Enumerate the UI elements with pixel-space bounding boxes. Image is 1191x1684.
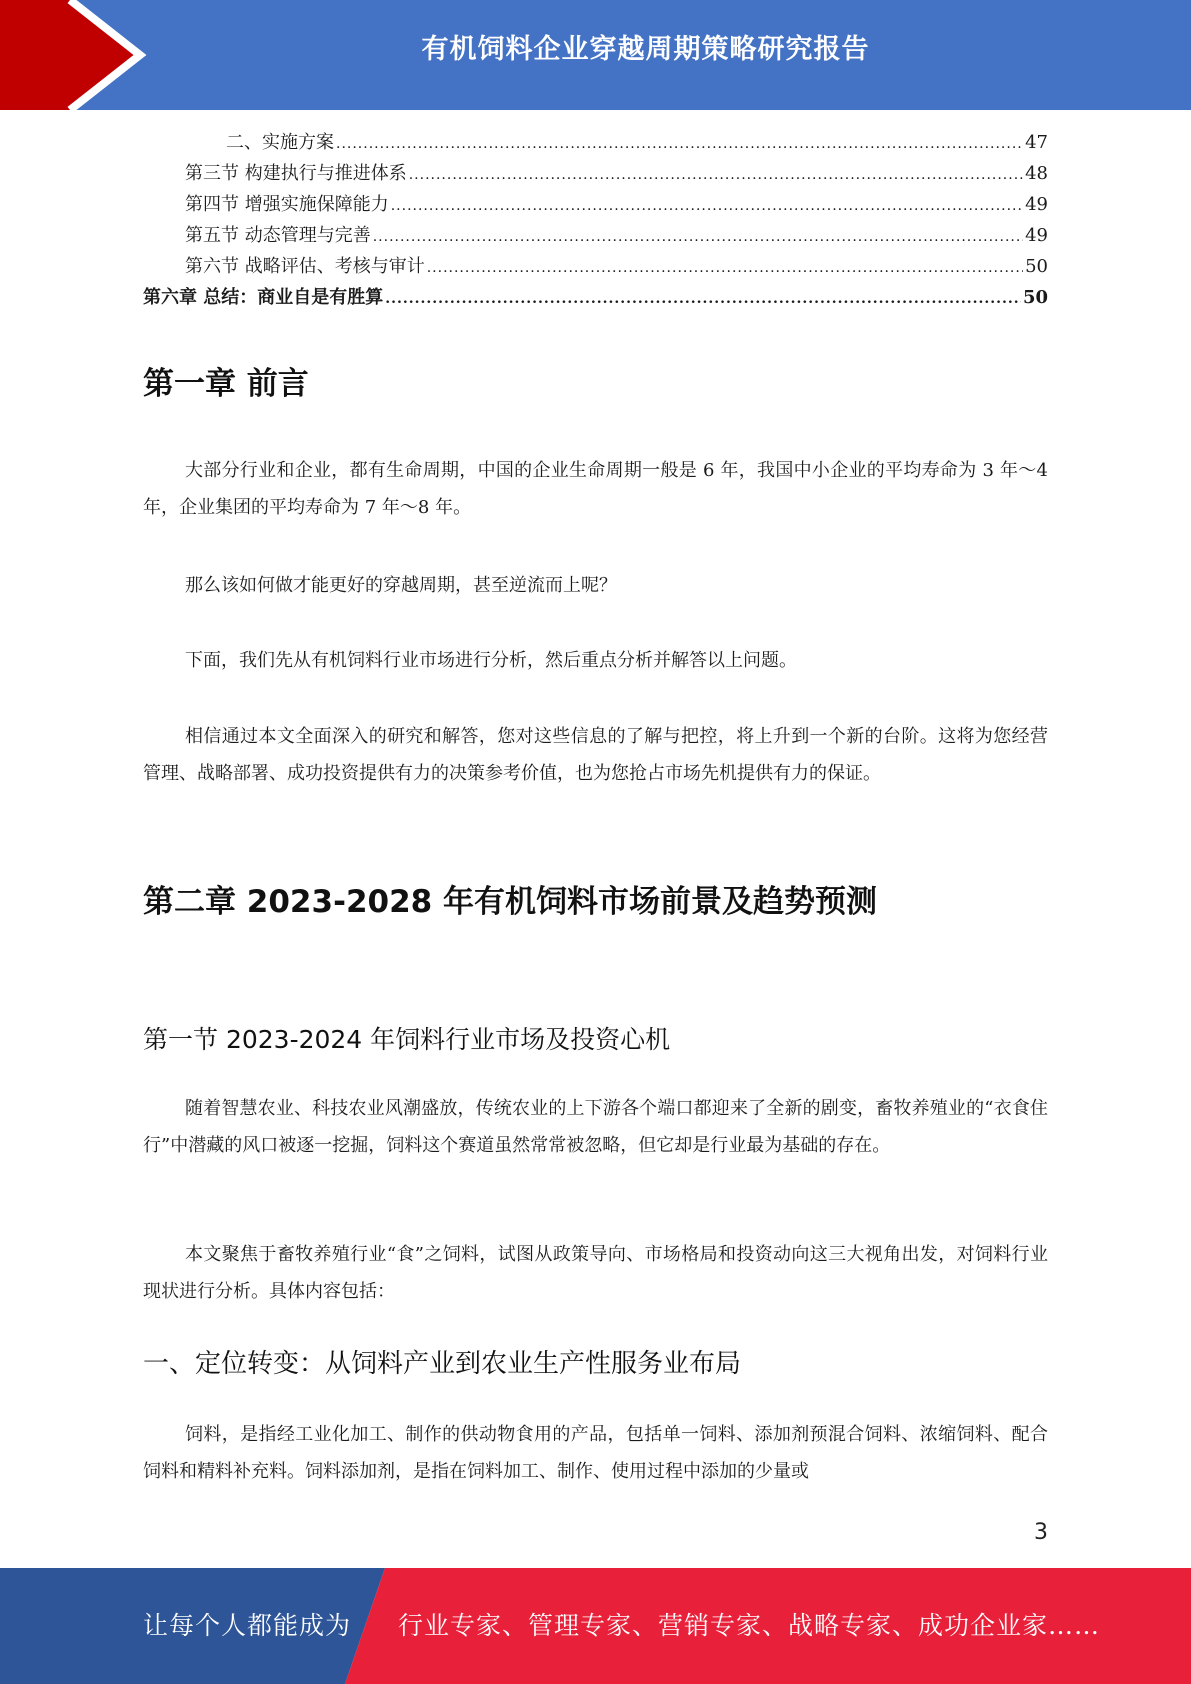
toc-entry[interactable] bbox=[143, 190, 1048, 221]
toc-leader-dots bbox=[409, 167, 1023, 183]
body-paragraph: 大部分行业和企业，都有生命周期，中国的企业生命周期一般是 6 年，我国中小企业的平均寿命为 3 年～4 年，企业集团的平均寿命为 7 年～8 年。 bbox=[143, 460, 1048, 518]
toc-entry[interactable] bbox=[143, 252, 1048, 283]
page-number: 3 bbox=[1034, 1520, 1048, 1545]
body-paragraph: 那么该如何做才能更好的穿越周期，甚至逆流而上呢？ bbox=[185, 575, 617, 596]
footer-slogan-right: 行业专家、管理专家、营销专家、战略专家、成功企业家…… bbox=[398, 1611, 1101, 1640]
header-arrow-decoration bbox=[0, 0, 160, 110]
table-of-contents bbox=[143, 128, 1048, 314]
toc-leader-dots bbox=[391, 198, 1023, 214]
toc-entry-label: 第三节 构建执行与推进体系 bbox=[185, 163, 407, 184]
body-paragraph: 下面，我们先从有机饲料行业市场进行分析，然后重点分析并解答以上问题。 bbox=[185, 650, 797, 671]
report-title: 有机饲料企业穿越周期策略研究报告 bbox=[421, 34, 870, 65]
chapter-heading: 第二章 2023-2028 年有机饲料市场前景及趋势预测 bbox=[143, 884, 878, 920]
toc-leader-dots bbox=[385, 291, 1021, 307]
toc-leader-dots bbox=[373, 229, 1023, 245]
toc-entry-label: 第五节 动态管理与完善 bbox=[185, 225, 371, 246]
toc-entry-label: 第六节 战略评估、考核与审计 bbox=[185, 256, 425, 277]
toc-entry[interactable] bbox=[143, 221, 1048, 252]
body-paragraph: 相信通过本文全面深入的研究和解答，您对这些信息的了解与把控，将上升到一个新的台阶。这将为您经营管理、战略部署、成功投资提供有力的决策参考价值，也为您抢占市场先机提供有力的保证。 bbox=[143, 726, 1048, 784]
toc-entry-page: 48 bbox=[1025, 163, 1048, 184]
body-paragraph: 饲料，是指经工业化加工、制作的供动物食用的产品，包括单一饲料、添加剂预混合饲料、浓缩饲料、配合饲料和精料补充料。饲料添加剂，是指在饲料加工、制作、使用过程中添加的少量或 bbox=[143, 1424, 1048, 1482]
toc-entry-page: 50 bbox=[1025, 256, 1048, 277]
footer-slogan-left: 让每个人都能成为 bbox=[143, 1611, 352, 1640]
body-paragraph: 本文聚焦于畜牧养殖行业“食”之饲料，试图从政策导向、市场格局和投资动向这三大视角出发，对饲料行业现状进行分析。具体内容包括： bbox=[143, 1244, 1048, 1302]
subsection-heading: 一、定位转变：从饲料产业到农业生产性服务业布局 bbox=[143, 1349, 742, 1379]
chapter-heading: 第一章 前言 bbox=[143, 366, 309, 402]
body-paragraph: 随着智慧农业、科技农业风潮盛放，传统农业的上下游各个端口都迎来了全新的剧变，畜牧养殖业的“衣食住行”中潜藏的风口被逐一挖掘，饲料这个赛道虽然常常被忽略，但它却是行业最为基础的存在。 bbox=[143, 1098, 1048, 1156]
page-footer bbox=[0, 1568, 1191, 1684]
toc-entry-label: 第六章 总结：商业自是有胜算 bbox=[143, 287, 384, 308]
toc-entry-label: 第四节 增强实施保障能力 bbox=[185, 194, 389, 215]
page-header bbox=[0, 0, 1191, 110]
toc-entry[interactable] bbox=[143, 128, 1048, 159]
toc-entry[interactable] bbox=[143, 159, 1048, 190]
toc-entry-label: 二、实施方案 bbox=[226, 132, 334, 153]
toc-leader-dots bbox=[336, 136, 1023, 152]
toc-entry-page: 49 bbox=[1025, 225, 1048, 246]
toc-leader-dots bbox=[427, 260, 1023, 276]
toc-entry-page: 50 bbox=[1022, 287, 1048, 308]
section-heading: 第一节 2023-2024 年饲料行业市场及投资心机 bbox=[143, 1025, 671, 1054]
toc-entry[interactable] bbox=[143, 283, 1048, 314]
toc-entry-page: 49 bbox=[1025, 194, 1048, 215]
toc-entry-page: 47 bbox=[1025, 132, 1048, 153]
